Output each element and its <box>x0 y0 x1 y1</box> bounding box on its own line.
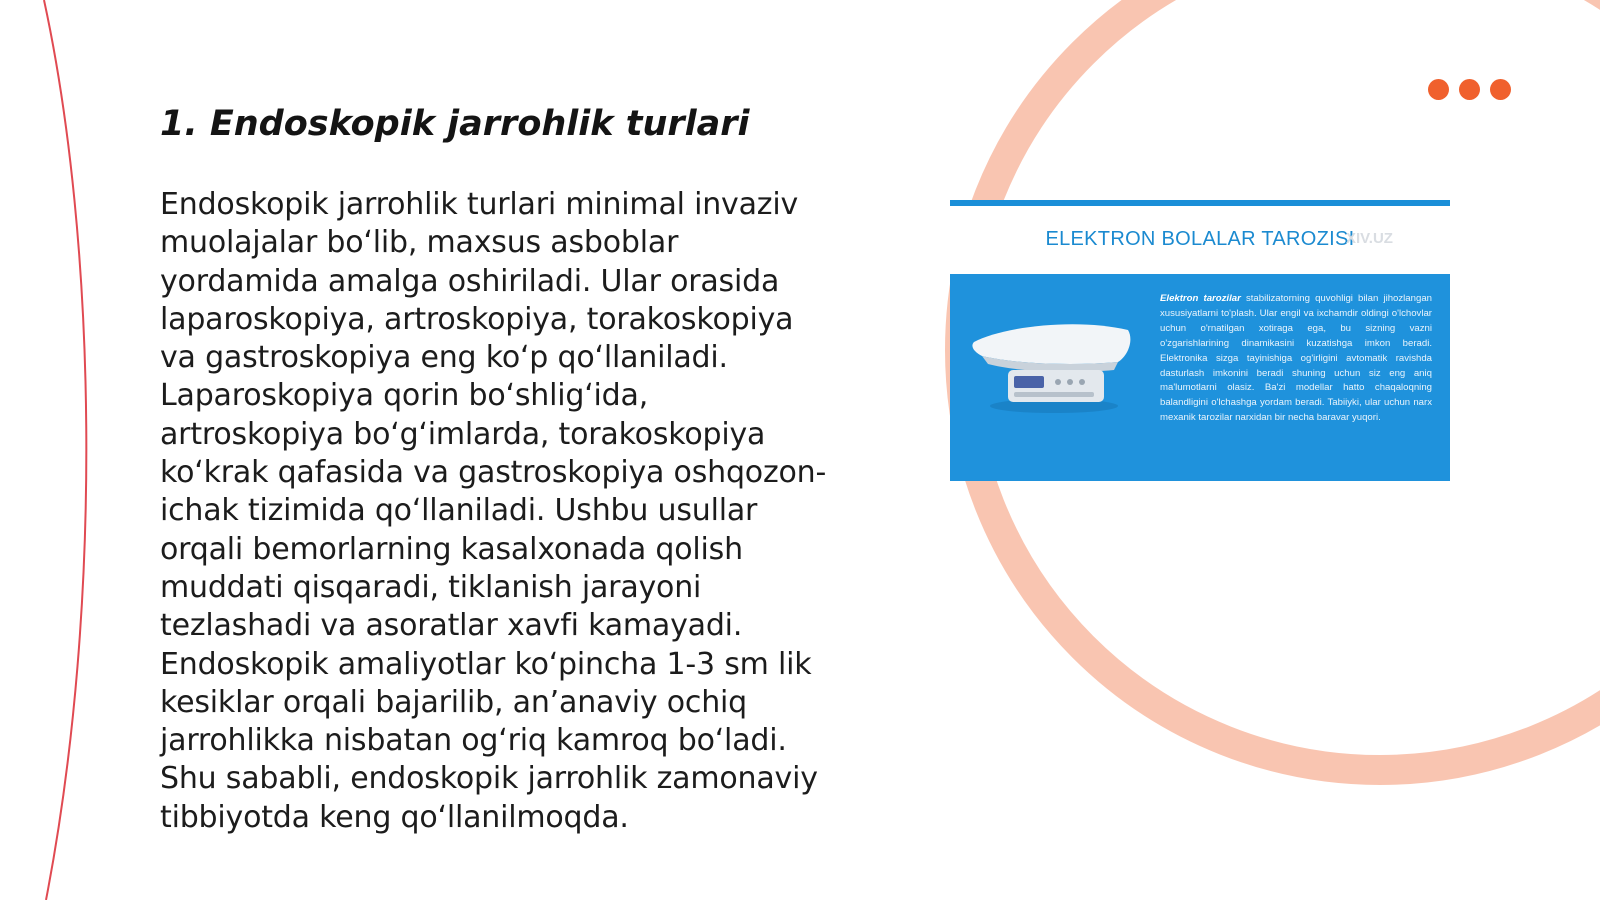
slide-title: 1. Endoskopik jarrohlik turlari <box>160 104 750 144</box>
picture-description <box>1160 292 1432 426</box>
body-line: artroskopiya bo‘g‘imlarda, torakoskopiya <box>160 416 766 452</box>
body-line: jarrohlikka nisbatan og‘riq kamroq bo‘ladi. <box>160 723 787 759</box>
body-line: ko‘krak qafasida va gastroskopiya oshqozon- <box>160 455 827 491</box>
body-line: yordamida amalga oshiriladi. Ular orasida <box>160 263 780 299</box>
body-line: Shu sababli, endoskopik jarrohlik zamonaviy <box>160 761 818 797</box>
body-line: Laparoskopiya qorin bo‘shlig‘ida, <box>160 378 649 414</box>
body-line: muddati qisqaradi, tiklanish jarayoni <box>160 569 702 605</box>
dot-1 <box>1428 79 1449 100</box>
body-line: tibbiyotda keng qo‘llanilmoqda. <box>160 799 629 835</box>
slide-body-text <box>160 186 840 837</box>
body-line: va gastroskopiya eng ko‘p qo‘llaniladi. <box>160 340 728 376</box>
embedded-picture <box>950 200 1450 481</box>
dot-3 <box>1490 79 1511 100</box>
three-dots-icon <box>1428 79 1511 100</box>
body-line: muolajalar bo‘lib, maxsus asboblar <box>160 225 679 261</box>
picture-panel <box>950 274 1450 481</box>
body-line: ichak tizimida qo‘llaniladi. Ushbu usullar <box>160 493 758 529</box>
picture-header <box>950 206 1450 274</box>
body-line: tezlashadi va asoratlar xavfi kamayadi. <box>160 608 743 644</box>
picture-title: ELEKTRON BOLALAR TAROZISI <box>1045 228 1355 250</box>
baby-scale-icon <box>968 316 1138 416</box>
body-line: orqali bemorlarning kasalxonada qolish <box>160 531 743 567</box>
body-line: Endoskopik amaliyotlar ko‘pincha 1-3 sm lik <box>160 646 812 682</box>
body-line: Endoskopik jarrohlik turlari minimal invaziv <box>160 187 799 222</box>
left-curve-line <box>44 0 86 900</box>
body-line: laparoskopiya, artroskopiya, torakoskopiya <box>160 301 794 337</box>
picture-description-lead: Elektron tarozilar <box>1160 293 1241 304</box>
body-line: kesiklar orqali bajarilib, an’anaviy ochiq <box>160 684 748 720</box>
picture-description-text: stabilizatorning quvohligi bilan jihozlangan xususiyatlarni to'plash. Ular engil va ixchamdir oldingi o'lchovlar uchun o'rnatilgan xotiraga ega, bu sizning vazni o'zgarishlarining dinamikasini kuzatishga imkon beradi. Elektronika sizga tayinishiga og'irligini avtomatik ravishda dasturlash imkonini beradi shuning uchun siz eng aniq ma'lumotlarni olasiz. Ba'zi modellar hatto chaqaloqning balandligini o'lchashga yordam beradi. Tabiiyki, ular uchun narx mexanik tarozilar narxidan bir necha baravar yuqori. <box>1160 293 1432 424</box>
picture-watermark: XIV.UZ <box>1346 230 1393 247</box>
dot-2 <box>1459 79 1480 100</box>
